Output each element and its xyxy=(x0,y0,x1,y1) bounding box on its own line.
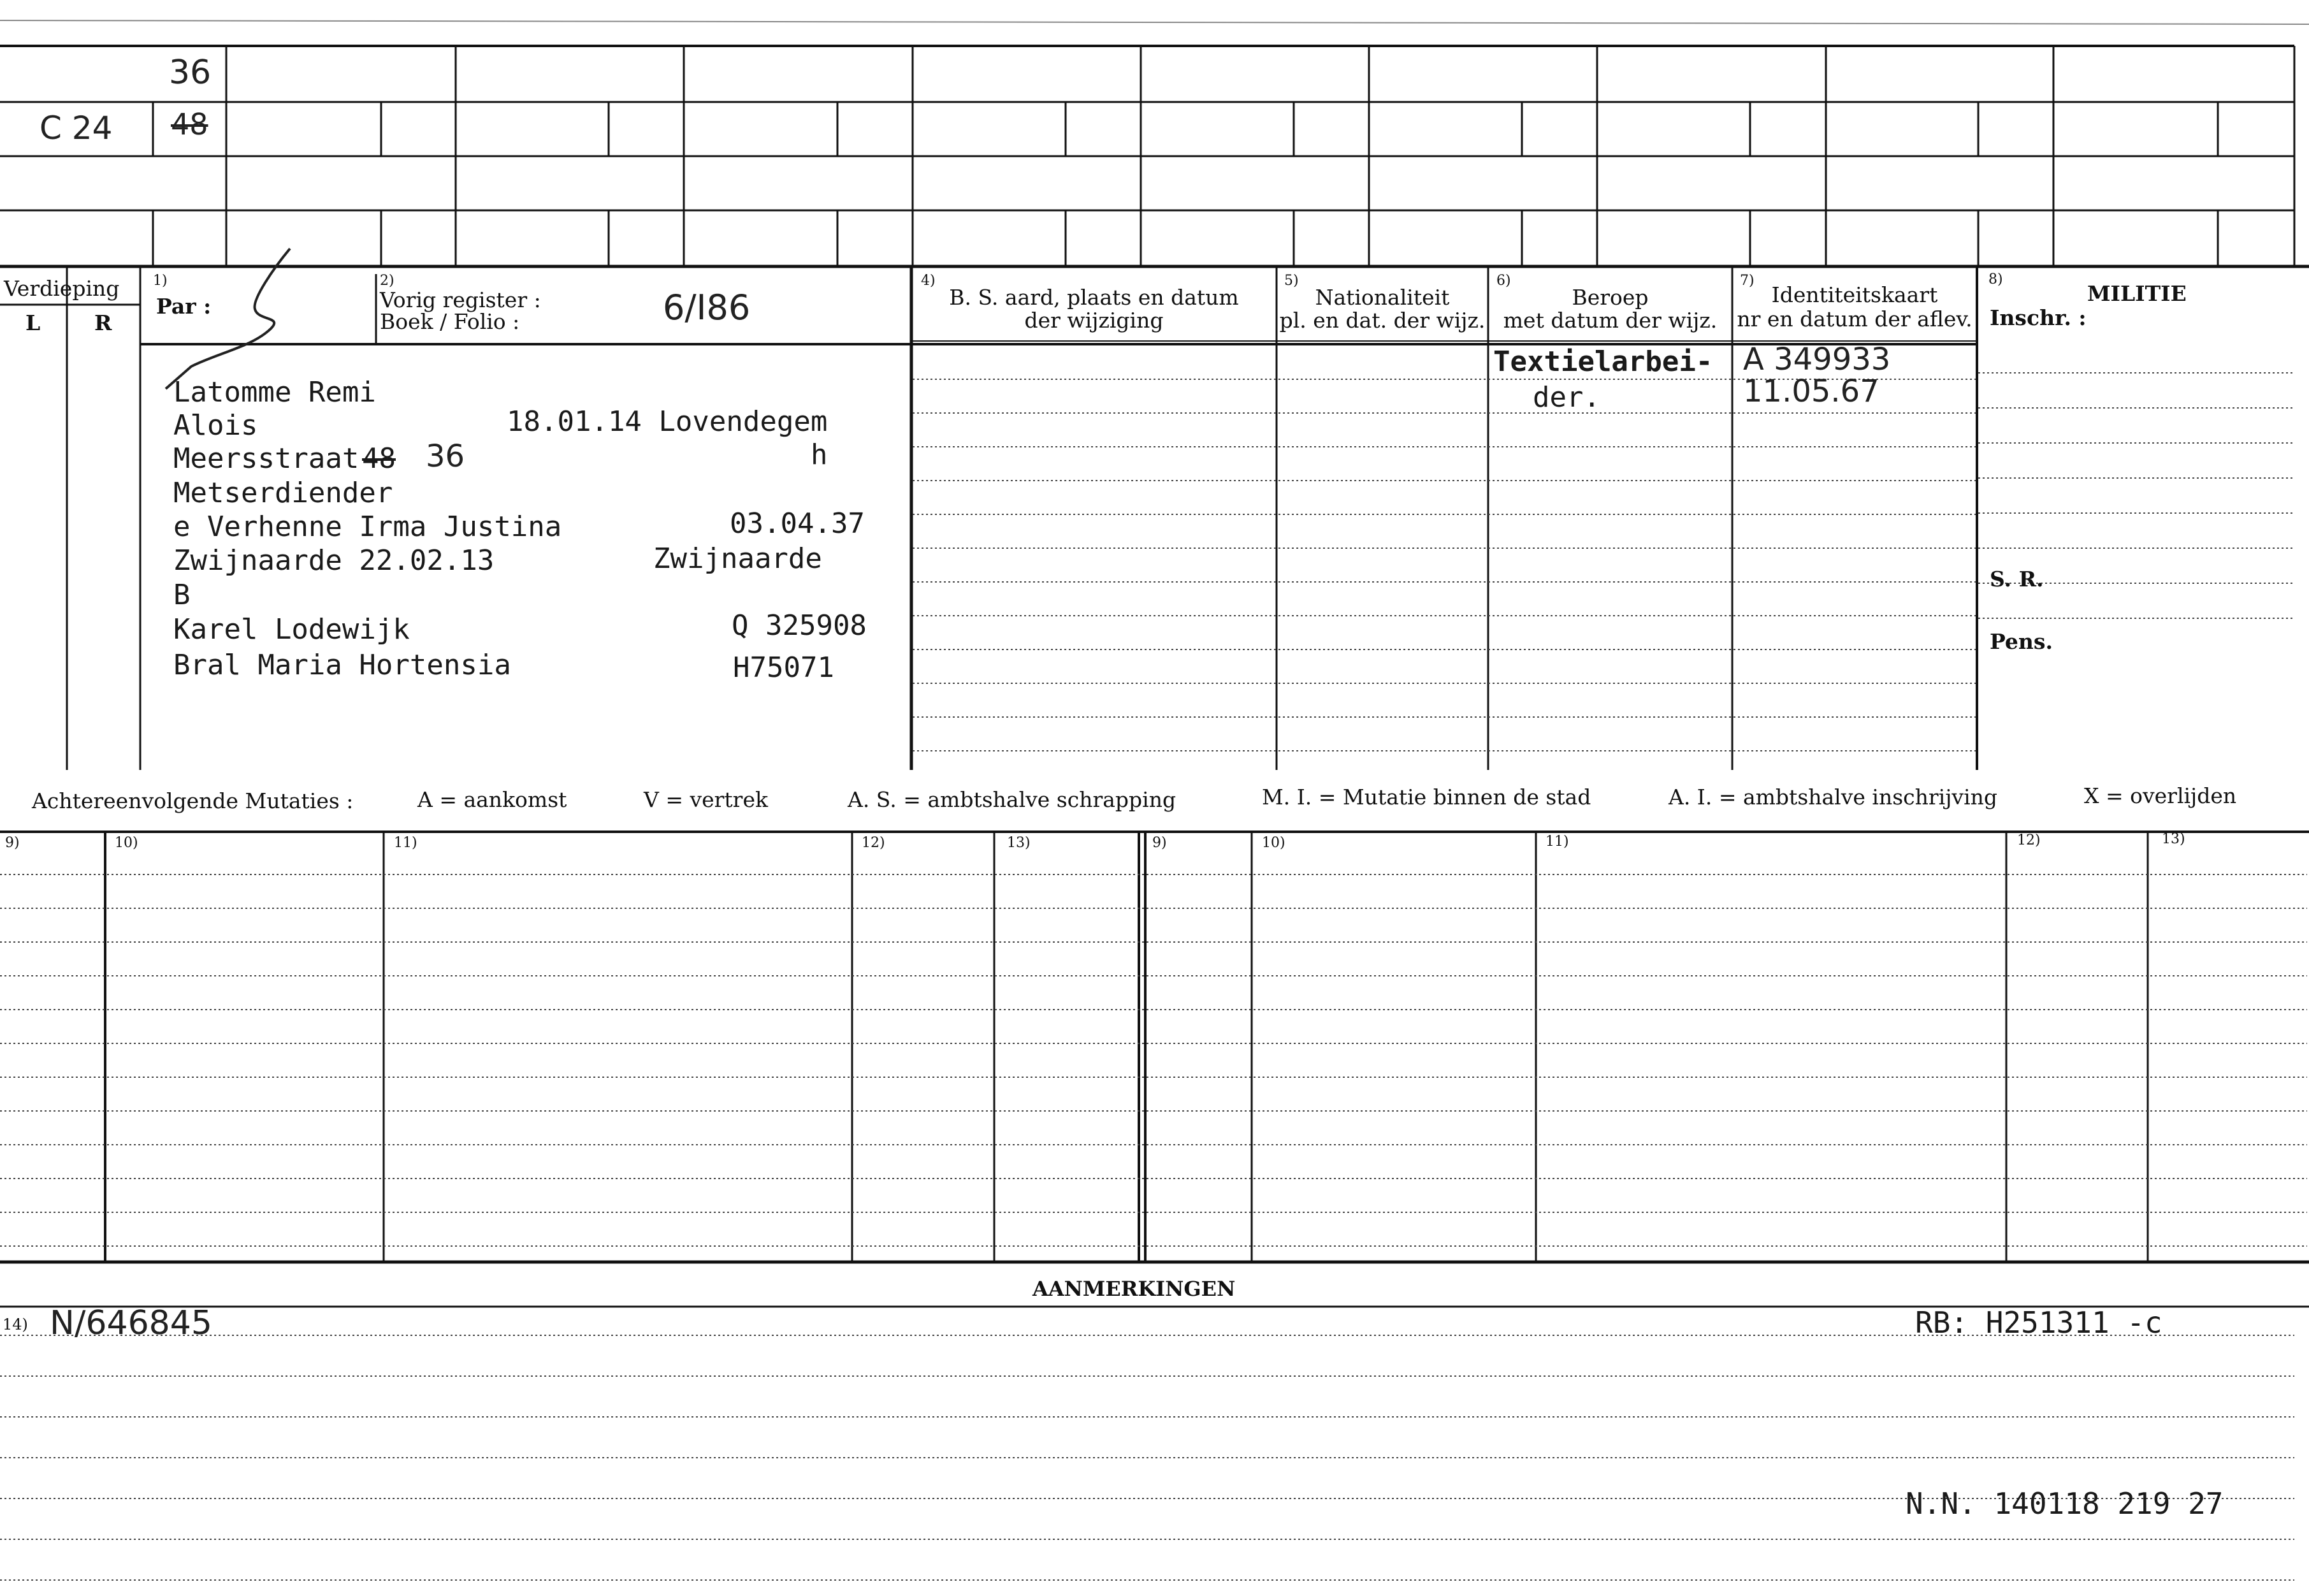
mut-col-12-right: 12) xyxy=(2017,832,2041,848)
verdieping-label: Verdieping xyxy=(4,276,120,301)
house-number: 36 xyxy=(169,54,212,92)
col4-num: 4) xyxy=(921,273,936,289)
legend-aankomst: A = aankomst xyxy=(417,787,567,812)
col7-label-a: Identiteitskaart xyxy=(1771,282,1938,307)
col6-num: 6) xyxy=(1496,273,1511,289)
record-line-occupation: Metserdiender xyxy=(173,477,393,509)
id-card-date: 11.05.67 xyxy=(1743,374,1879,409)
rb-number: RB: H251311 -c xyxy=(1915,1305,2162,1340)
mut-col-12-left: 12) xyxy=(862,835,885,851)
legend-ambtshalve-inschrijving: A. I. = ambtshalve inschrijving xyxy=(1668,785,1998,809)
legend-mutatie-stad: M. I. = Mutatie binnen de stad xyxy=(1262,785,1591,809)
aanmerkingen-num: 14) xyxy=(3,1316,28,1333)
record-line-firstname: Alois xyxy=(173,409,258,442)
record-line-mother-id: H75071 xyxy=(733,651,834,684)
record-line-birth: 18.01.14 Lovendegem xyxy=(507,405,828,438)
inschr-label: Inschr. : xyxy=(1990,305,2087,330)
col4-label-b: der wijziging xyxy=(1024,308,1164,333)
legend-ambtshalve-schrapping: A. S. = ambtshalve schrapping xyxy=(848,787,1176,812)
record-line-name: Latomme Remi xyxy=(173,376,376,409)
mut-col-10-right: 10) xyxy=(1262,835,1285,851)
house-number-old: 48 xyxy=(171,107,208,141)
col6-label-b: met datum der wijz. xyxy=(1503,308,1718,333)
col1-num: 1) xyxy=(153,273,168,289)
col5-label-a: Nationaliteit xyxy=(1315,285,1450,310)
col5-label-b: pl. en dat. der wijz. xyxy=(1279,308,1486,333)
floor-r-label: R xyxy=(94,310,112,335)
pens-label: Pens. xyxy=(1990,629,2053,654)
col1-label: Par : xyxy=(156,294,212,319)
record-line-h: h xyxy=(811,439,828,471)
col2-label-a: Vorig register : xyxy=(380,287,541,312)
mut-col-11-right: 11) xyxy=(1545,834,1569,850)
mut-col-9-right: 9) xyxy=(1152,835,1167,851)
record-line-spouse-date: 03.04.37 xyxy=(730,507,865,540)
record-code: C 24 xyxy=(40,110,113,147)
vorig-register-value: 6/I86 xyxy=(663,287,751,328)
record-line-street-old-number: 48 xyxy=(362,442,396,475)
record-line-street: Meersstraat xyxy=(173,442,359,475)
col8-num: 8) xyxy=(1988,272,2003,287)
mut-col-10-left: 10) xyxy=(115,835,138,851)
sr-label: S. R. xyxy=(1990,567,2044,591)
mut-col-9-left: 9) xyxy=(5,835,20,851)
record-line-spouse-birthplace: Zwijnaarde xyxy=(653,542,822,575)
col5-num: 5) xyxy=(1284,273,1299,289)
col4-label-a: B. S. aard, plaats en datum xyxy=(949,285,1239,310)
mut-col-13-left: 13) xyxy=(1007,835,1031,851)
beroep-value-b: der. xyxy=(1533,381,1600,414)
mut-col-11-left: 11) xyxy=(394,835,417,851)
beroep-value-a: Textielarbei- xyxy=(1493,345,1713,378)
record-line-father: Karel Lodewijk xyxy=(173,613,410,646)
mutaties-title: Achtereenvolgende Mutaties : xyxy=(32,788,354,813)
mut-col-13-right: 13) xyxy=(2162,831,2185,847)
floor-l-label: L xyxy=(25,310,41,335)
legend-vertrek: V = vertrek xyxy=(644,787,768,812)
id-card-number: A 349933 xyxy=(1743,342,1891,377)
col2-label-b: Boek / Folio : xyxy=(380,309,520,334)
record-line-spouse: e Verhenne Irma Justina xyxy=(173,511,562,543)
legend-overlijden: X = overlijden xyxy=(2084,783,2237,808)
militie-label: MILITIE xyxy=(2087,281,2187,306)
col7-num: 7) xyxy=(1740,273,1755,289)
col7-label-b: nr en datum der aflev. xyxy=(1737,307,1972,331)
signature-flourish xyxy=(166,249,290,389)
record-line-street-new-number: 36 xyxy=(426,439,465,474)
aanmerkingen-value: N/646845 xyxy=(50,1304,212,1342)
aanmerkingen-title: AANMERKINGEN xyxy=(1032,1277,1236,1301)
col6-label-a: Beroep xyxy=(1572,285,1649,310)
record-line-b: B xyxy=(173,579,191,611)
col2-num: 2) xyxy=(380,273,394,289)
nn-number: N.N. 140118 219 27 xyxy=(1906,1486,2224,1521)
record-line-spouse-birth: Zwijnaarde 22.02.13 xyxy=(173,544,495,577)
record-line-mother: Bral Maria Hortensia xyxy=(173,649,511,681)
record-line-father-id: Q 325908 xyxy=(732,609,867,642)
